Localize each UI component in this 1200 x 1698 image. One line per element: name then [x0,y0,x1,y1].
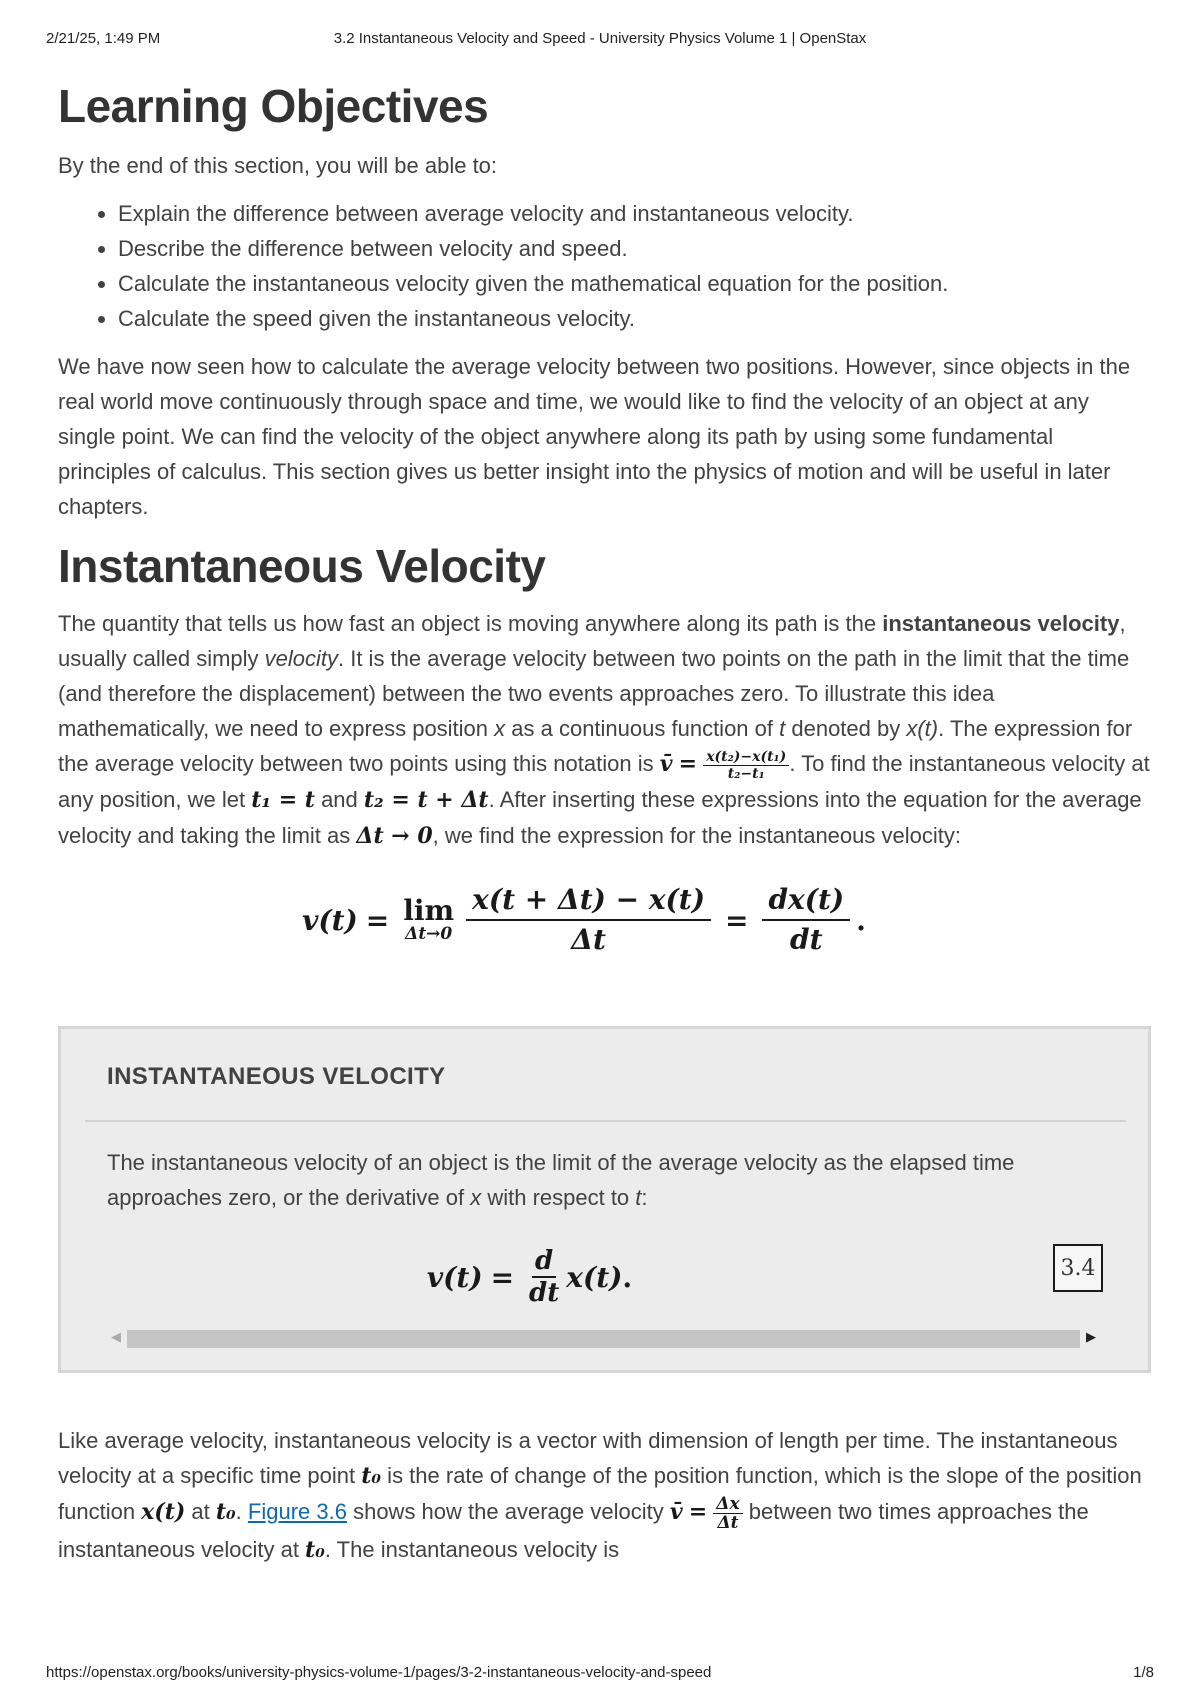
var-x: x [470,1185,482,1210]
average-velocity-fraction [703,749,789,782]
var-t: t [779,716,786,741]
math-x-of-t: x(t) [141,1499,186,1525]
math-equals: = [688,1499,708,1525]
text-run: . The instantaneous velocity is [324,1536,620,1562]
print-footer [46,1664,1154,1684]
text-run: with respect to [481,1185,636,1210]
objectives-intro: By the end of this section, you will be able to: [58,153,498,178]
lim-subscript: Δt→0 [405,924,453,944]
print-document-title: 3.2 Instantaneous Velocity and Speed - University Physics Volume 1 | OpenStax [333,30,867,47]
term-instantaneous-velocity: instantaneous velocity [882,611,1120,636]
scrollbar-thumb[interactable] [127,1330,1080,1348]
objective-item: • Calculate the instantaneous velocity given the mathematical equation for the position. [118,266,1150,301]
math-t1-equals-t: t₁ = t [251,787,315,813]
math-period: . [856,903,866,937]
page-content [58,80,1150,1568]
text-run: The instantaneous velocity of an object is the limit of the average velocity as the elapsed time approaches zero, or the derivative of [107,1150,1015,1210]
text-run: . To find the instantaneous velocity at any position, we let [58,751,1150,812]
page-indicator: 1/8 [1133,1664,1154,1681]
fraction-denominator: dt [790,923,823,956]
scroll-left-arrow-icon[interactable]: ◀ [111,1329,121,1344]
math-period: . [622,1260,633,1294]
text-run: . After inserting these expressions into the equation for the average velocity and taking the limit as [58,787,1142,848]
derivative-fraction [762,881,850,959]
math-vbar: v̄ [659,751,673,777]
text-run: . [235,1499,248,1524]
math-limit-condition: Δt → 0 [356,823,433,849]
math-vbar: v̄ [669,1499,683,1525]
derivative-equation [61,1241,1148,1313]
text-run: . The expression for the average velocity between two points using this notation is [58,716,1133,776]
delta-x-over-delta-t-fraction [713,1495,742,1532]
math-t2-equals: t₂ = t + Δt [363,787,489,813]
fraction-numerator: x(t₂)−x(t₁) [703,749,789,766]
limit-operator [403,894,455,944]
difference-quotient [466,881,711,959]
text-run: is the rate of change of the position function, which is the slope of the position function [58,1463,1142,1524]
objectives-list [58,196,1150,336]
instantaneous-velocity-paragraph [58,606,1150,854]
math-t0: t₀ [215,1499,236,1525]
fraction-denominator: Δt [717,1512,739,1533]
print-footer-url: https://openstax.org/books/university-physics-volume-1/pages/3-2-instantaneous-velocity-and-speed [46,1664,712,1681]
text-run: Like average velocity, instantaneous velocity is a vector with dimension of length per time. The instantaneous velocity at a specific time point [58,1428,1118,1488]
math-v-of-t: v(t) [426,1260,483,1294]
math-equals: = [678,751,698,777]
print-datetime: 2/21/25, 1:49 PM [46,30,161,47]
fraction-numerator: dx(t) [762,881,850,921]
learning-objectives-heading: Learning Objectives [58,80,489,132]
text-run: . It is the average velocity between two points on the path in the limit that the time (and therefore the displacement) between the two events approaches zero. To illustrate this idea mathematically, we need to express position [58,646,1130,741]
fraction-numerator: d [532,1246,556,1278]
intro-paragraph: We have now seen how to calculate the average velocity between two positions. However, since objects in the real world move continuously through space and time, we would like to find the velocity of an object at any single point. We can find the velocity of the object anywhere along its path by using some fundamental principles of calculus. This section gives us better insight into the physics of motion and will be useful in later chapters. [58,354,1131,519]
text-run: at [185,1499,216,1524]
horizontal-scrollbar[interactable] [109,1325,1098,1351]
text-run: , we find the expression for the instantaneous velocity: [432,823,961,848]
text-run: and [314,787,364,812]
lim-word: lim [403,894,455,927]
text-run: as a continuous function of [505,716,780,741]
fraction-denominator: dt [529,1278,560,1308]
objective-item: • Describe the difference between velocity and speed. [118,231,1150,266]
objective-item: • Explain the difference between average velocity and instantaneous velocity. [118,196,1150,231]
var-t: t [635,1185,642,1210]
objective-item: • Calculate the speed given the instantaneous velocity. [118,301,1150,336]
math-t0: t₀ [361,1463,382,1489]
text-run: shows how the average velocity [346,1499,670,1524]
instantaneous-velocity-heading: Instantaneous Velocity [58,540,546,592]
math-equals: = [365,903,390,937]
callout-body [107,1145,1108,1215]
fraction-denominator: t₂−t₁ [727,765,765,782]
d-dt-operator [526,1246,562,1308]
text-run: The quantity that tells us how fast an object is moving anywhere along its path is the [58,611,883,636]
callout-divider [85,1120,1126,1122]
figure-3-6-link[interactable]: Figure 3.6 [247,1499,347,1524]
fraction-numerator: x(t + Δt) − x(t) [466,881,711,921]
math-x-of-t: x(t) [566,1260,623,1294]
math-equals: = [724,903,749,937]
text-run: : [641,1185,648,1210]
math-t0: t₀ [305,1536,325,1563]
fraction-numerator: Δx [713,1495,742,1514]
closing-paragraph [58,1423,1150,1568]
instantaneous-velocity-limit-equation [58,880,1150,960]
func-x-of-t: x(t) [906,716,939,741]
var-x: x [494,716,506,741]
text-run: , usually called simply [58,611,1126,671]
math-equals: = [490,1260,515,1294]
text-run: denoted by [785,716,907,741]
text-run: between two times approaches the instantaneous velocity at [58,1499,1089,1562]
instantaneous-velocity-callout [58,1026,1151,1373]
callout-title: INSTANTANEOUS VELOCITY [107,1063,446,1090]
print-header [46,30,1154,50]
math-v-of-t: v(t) [302,903,358,937]
term-velocity: velocity [264,646,338,671]
fraction-denominator: Δt [571,923,606,956]
equation-number-badge: 3.4 [1053,1244,1103,1292]
scroll-right-arrow-icon[interactable]: ▶ [1086,1329,1096,1344]
